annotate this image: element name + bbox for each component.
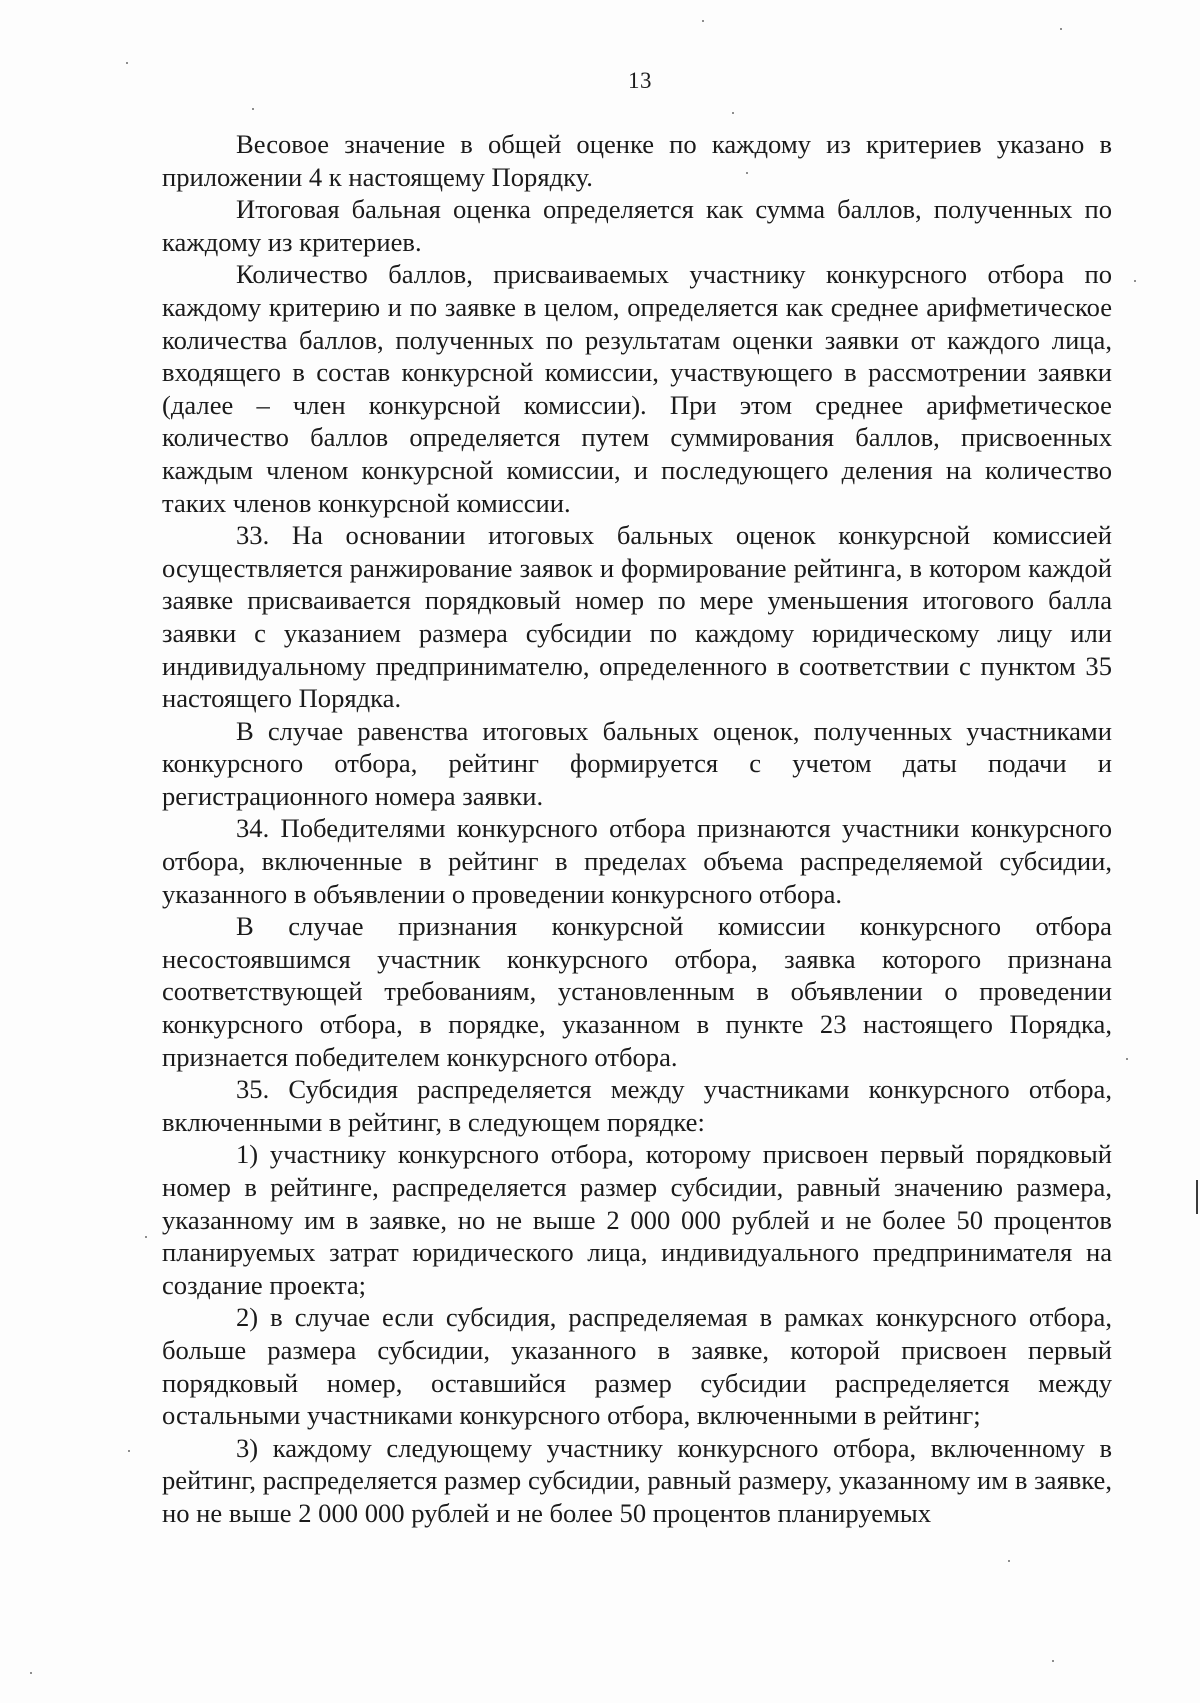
list-item-1: 1) участнику конкурсного отбора, которому присвоен первый порядковый номер в рейтинге, распределяется размер субсидии, равный значению размера, указанному им в заявке, но не выше 2 000 000 рублей и не более 50 процентов планируемых затрат юридического лица, индивидуального предпринимателя на создание проекта; — [162, 1139, 1112, 1300]
scan-speck — [1126, 1058, 1128, 1060]
scan-speck — [1052, 1660, 1054, 1662]
document-body — [162, 128, 1112, 1530]
scan-speck — [145, 1236, 147, 1238]
paragraph-failed-selection: В случае признания конкурсной комиссии конкурсного отбора несостоявшимся участник конкурсного отбора, заявка которого признана соответствующей требованиям, установленным в объявлении о проведении конкурсного отбора, в порядке, указанном в пункте 23 настоящего Порядка, признается победителем конкурсного отбора. — [162, 911, 1112, 1072]
scan-speck — [702, 20, 704, 22]
scan-speck — [732, 112, 734, 114]
scan-speck — [128, 1450, 130, 1452]
paragraph-clause-35: 35. Субсидия распределяется между участниками конкурсного отбора, включенными в рейтинг, в следующем порядке: — [162, 1074, 1112, 1137]
scan-speck — [746, 172, 748, 174]
scan-speck — [1008, 1560, 1010, 1562]
paragraph-clause-33: 33. На основании итоговых бальных оценок конкурсной комиссией осуществляется ранжирование заявок и формирование рейтинга, в котором каждой заявке присваивается порядковый номер по мере уменьшения итогового балла заявки с указанием размера субсидии по каждому юридическому лицу или индивидуальному предпринимателю, определенного в соответствии с пунктом 35 настоящего Порядка. — [162, 520, 1112, 714]
list-item-3: 3) каждому следующему участнику конкурсного отбора, включенному в рейтинг, распределяется размер субсидии, равный размеру, указанному им в заявке, но не выше 2 000 000 рублей и не более 50 процентов планируемых — [162, 1432, 1112, 1528]
page-number: 13 — [628, 68, 652, 93]
paragraph-equal-scores: В случае равенства итоговых бальных оценок, полученных участниками конкурсного отбора, рейтинг формируется с учетом даты подачи и регистрационного номера заявки. — [162, 715, 1112, 811]
scan-speck — [1134, 280, 1136, 282]
paragraph-total-score: Итоговая бальная оценка определяется как сумма баллов, полученных по каждому из критериев. — [162, 194, 1112, 257]
scan-speck — [126, 62, 128, 64]
scan-edge-mark — [1196, 1180, 1198, 1214]
paragraph-clause-34: 34. Победителями конкурсного отбора признаются участники конкурсного отбора, включенные в рейтинг в пределах объема распределяемой субсидии, указанного в объявлении о проведении конкурсного отбора. — [162, 813, 1112, 909]
paragraph-score-count: Количество баллов, присваиваемых участнику конкурсного отбора по каждому критерию и по заявке в целом, определяется как среднее арифметическое количества баллов, полученных по результатам оценки заявки от каждого лица, входящего в состав конкурсной комиссии, участвующего в рассмотрении заявки (далее – член конкурсной комиссии). При этом среднее арифметическое количество баллов определяется путем суммирования баллов, присвоенных каждым членом конкурсной комиссии, и последующего деления на количество таких членов конкурсной комиссии. — [162, 259, 1112, 518]
scan-speck — [1060, 28, 1062, 30]
scan-speck — [252, 108, 254, 110]
paragraph-weight-value: Весовое значение в общей оценке по каждому из критериев указано в приложении 4 к настоящему Порядку. — [162, 129, 1112, 192]
list-item-2: 2) в случае если субсидия, распределяемая в рамках конкурсного отбора, больше размера субсидии, указанного в заявке, которой присвоен первый порядковый номер, оставшийся размер субсидии распределяется между остальными участниками конкурсного отбора, включенными в рейтинг; — [162, 1302, 1112, 1431]
scan-speck — [30, 1672, 32, 1674]
